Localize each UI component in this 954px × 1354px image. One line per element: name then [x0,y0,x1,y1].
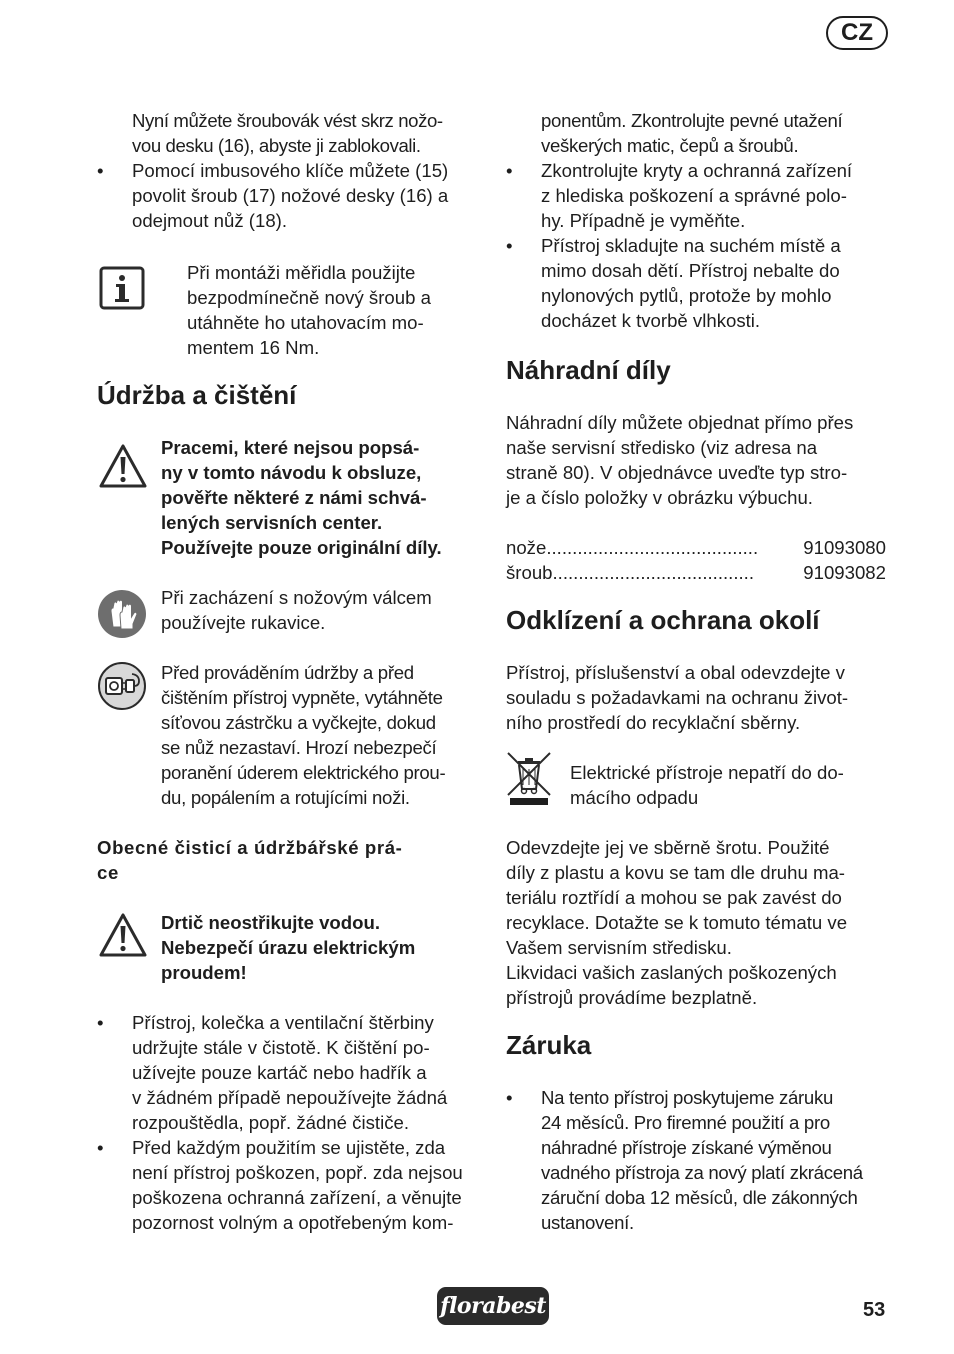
text-line: Používejte pouze originální díly. [161,537,442,558]
text-line: je a číslo položky v obrázku výbuchu. [506,487,813,508]
text-line: náhradné přístroje získané výměnou [541,1137,832,1158]
info-icon [99,266,145,316]
continued-text [541,108,842,158]
text-line: recyklace. Dotažte se k tomuto tématu ve [506,912,848,933]
bullet-mark: • [506,1087,513,1108]
text-line: záruční doba 12 měsíců, dle zákonných [541,1187,858,1208]
text-line: mentem 16 Nm. [187,337,320,358]
warning-icon [98,912,148,964]
part-leader-dots: ....................................... [552,562,754,583]
part-number: 91093082 [803,562,886,583]
text-line: z hlediska poškození a správné polo- [541,185,847,206]
text-line: Před prováděním údržby a před [161,662,414,683]
intro-text [132,108,443,158]
text-line: Obecné čisticí a údržbářské prá- [97,837,403,858]
weee-bin-icon [504,751,554,813]
text-line: Vašem servisním středisku. [506,937,732,958]
text-line: poranění úderem elektrického prou- [161,762,446,783]
text-line: veškerých matic, čepů a šroubů. [541,135,799,156]
text-line: čištěním přístroj vypněte, vytáhněte [161,687,443,708]
warning-icon [98,443,148,495]
bullet-mark: • [97,1137,104,1158]
text-line: docházet k tvorbě vlhkosti. [541,310,761,331]
unplug-note [161,660,445,810]
florabest-logo: florabest [437,1287,549,1325]
text-line: užívejte pouze kartáč nebo hadřík a [132,1062,427,1083]
text-line: se nůž nezastaví. Hrozí nebezpečí [161,737,437,758]
bullet-mark: • [97,160,104,181]
text-line: Před každým použitím se ujistěte, zda [132,1137,446,1158]
text-line: Odevzdejte jej ve sběrně šrotu. Použité [506,837,830,858]
parts-row [506,560,886,585]
text-line: Přístroj, kolečka a ventilační štěrbiny [132,1012,434,1033]
text-line: ny v tomto návodu k obsluze, [161,462,422,483]
text-line: poškozena ochranná zařízení, a věnujte [132,1187,462,1208]
text-line: Pomocí imbusového klíče můžete (15) [132,160,449,181]
text-line: ponentům. Zkontrolujte pevné utažení [541,110,843,131]
text-line: Náhradní díly můžete objednat přímo přes [506,412,854,433]
text-line: odejmout nůž (18). [132,210,288,231]
heading-warranty: Záruka [506,1030,592,1060]
text-line: Drtič neostřikujte vodou. [161,912,381,933]
text-line: ního prostředí do recyklační sběrny. [506,712,801,733]
text-line: vou desku (16), abyste ji zablokovali. [132,135,421,156]
part-name: šroub [506,562,553,583]
parts-list [506,535,886,585]
heading-disposal: Odklízení a ochrana okolí [506,605,820,635]
spare-parts-text [506,410,853,510]
bullet-mark: • [97,1012,104,1033]
page-number: 53 [863,1299,886,1321]
text-line: není přístroj poškozen, popř. zda nejsou [132,1162,463,1183]
text-line: Nebezpečí úrazu elektrickým [161,937,416,958]
text-line: používejte rukavice. [161,612,326,633]
subheading-general-cleaning [97,835,402,885]
text-line: Nyní můžete šroubovák vést skrz nožo- [132,110,443,131]
text-line: pozornost volným a opotřebeným kom- [132,1212,454,1233]
part-name: nože [506,537,547,558]
text-line: Při montáži měřidla použijte [187,262,416,283]
text-line: pověřte některé z námi schvá- [161,487,427,508]
warning-note-water [161,910,415,985]
text-line: du, popálením a rotujícími noži. [161,787,410,808]
text-line: povolit šroub (17) nožové desky (16) a [132,185,449,206]
text-line: mimo dosah dětí. Přístroj nebalte do [541,260,840,281]
parts-row [506,535,886,560]
text-line: teriálu roztřídí a mohou se pak zavést do [506,887,842,908]
gloves-icon [97,589,147,645]
text-line: udržujte stále v čistotě. K čištění po- [132,1037,430,1058]
heading-maintenance: Údržba a čištění [97,380,297,410]
text-line: Na tento přístroj poskytujeme záruku [541,1087,834,1108]
text-line: Pracemi, které nejsou popsá- [161,437,420,458]
recycle-text [506,835,847,1010]
text-line: mácího odpadu [570,787,699,808]
text-line: přístrojů provádíme bezplatně. [506,987,758,1008]
text-line: Likvidaci vašich zaslaných poškozených [506,962,837,983]
text-line: naše servisní středisko (viz adresa na [506,437,818,458]
text-line: Při zacházení s nožovým válcem [161,587,432,608]
text-line: síťovou zástrčku a vyčkejte, dokud [161,712,436,733]
text-line: v žádném případě nepoužívejte žádná [132,1087,448,1108]
text-line: ce [97,862,119,883]
gloves-note [161,585,432,635]
text-line: bezpodmínečně nový šroub a [187,287,431,308]
text-line: hy. Případně je vyměňte. [541,210,746,231]
text-line: utáhněte ho utahovacím mo- [187,312,424,333]
bullet-mark: • [506,235,513,256]
language-badge: CZ [826,16,888,50]
text-line: straně 80). V objednávce uveďte typ stro- [506,462,848,483]
text-line: proudem! [161,962,247,983]
weee-note [570,760,844,810]
text-line: Přístroj, příslušenství a obal odevzdejte v [506,662,845,683]
unplug-icon [97,661,147,717]
warning-note [161,435,442,560]
info-note [187,260,431,360]
text-line: rozpouštědla, popř. žádné čističe. [132,1112,409,1133]
bullet-mark: • [506,160,513,181]
disposal-text [506,660,848,735]
text-line: Přístroj skladujte na suchém místě a [541,235,841,256]
text-line: Zkontrolujte kryty a ochranná zařízení [541,160,853,181]
text-line: Elektrické přístroje nepatří do do- [570,762,844,783]
part-number: 91093080 [803,537,886,558]
text-line: vadného přístroja za nový platí zkrácená [541,1162,863,1183]
text-line: díly z plastu a kovu se tam dle druhu ma- [506,862,845,883]
heading-spare-parts: Náhradní díly [506,355,671,385]
text-line: ustanovení. [541,1212,634,1233]
text-line: nylonových pytlů, protože by mohlo [541,285,832,306]
text-line: lených servisních center. [161,512,383,533]
part-leader-dots: ......................................... [546,537,759,558]
text-line: souladu s požadavkami na ochranu život- [506,687,849,708]
text-line: 24 měsíců. Pro firemné použití a pro [541,1112,830,1133]
